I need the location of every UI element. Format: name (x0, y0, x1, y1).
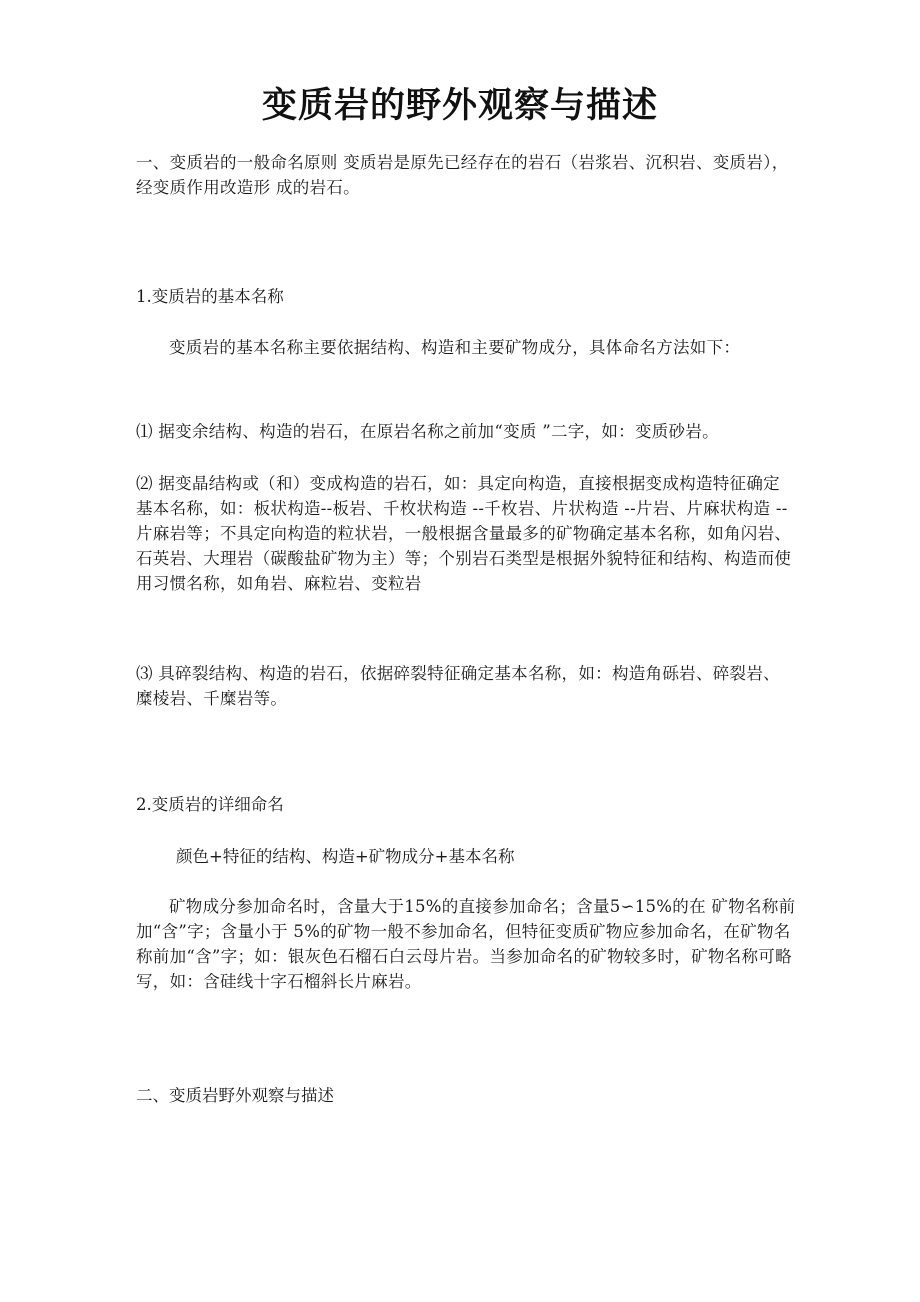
section-2-body: 矿物成分参加命名时，含量大于15%的直接参加命名；含量5∽15%的在 矿物名称前加“含”字；含量小于 5%的矿物一般不参加命名，但特征变质矿物应参加命名，在矿物名称前加“含”字；如：银灰色石榴石白云母片岩。当参加命名的矿物较多时，矿物名称可略写，如：含硅线十字石榴斜长片麻岩。 (136, 897, 796, 991)
section-1-lead: 变质岩的基本名称主要依据结构、构造和主要矿物成分，具体命名方法如下： (169, 338, 741, 357)
section-1-item-3: ⑶ 具碎裂结构、构造的岩石，依据碎裂特征确定基本名称，如：构造角砾岩、碎裂岩、糜棱岩、千糜岩等。 (136, 664, 780, 708)
section-2-heading: 2.变质岩的详细命名 (136, 795, 284, 814)
section-1-item-1: ⑴ 据变余结构、构造的岩石，在原岩名称之前加“变质 ”二字，如：变质砂岩。 (136, 422, 719, 441)
intro-paragraph: 一、变质岩的一般命名原则 变质岩是原先已经存在的岩石（岩浆岩、沉积岩、变质岩），经变质作用改造形 成的岩石。 (136, 153, 789, 197)
section-1-heading: 1.变质岩的基本名称 (136, 287, 284, 306)
section-2-formula: 颜色+特征的结构、构造+矿物成分+基本名称 (176, 847, 515, 866)
section-1-item-2: ⑵ 据变晶结构或（和）变成构造的岩石，如：具定向构造，直接根据变成构造特征确定基本名称，如：板状构造--板岩、千枚状构造 --千枚岩、片状构造 --片岩、片麻状构造 --片麻岩等；不具定向构造的粒状岩，一般根据含量最多的矿物确定基本名称，如角闪岩、石英岩、大理岩（碳酸盐矿物为主）等；个别岩石类型是根据外貌特征和结构、构造而使用习惯名称，如角岩、麻粒岩、变粒岩 (136, 474, 792, 593)
section-3-heading: 二、变质岩野外观察与描述 (136, 1086, 334, 1105)
document-title: 变质岩的野外观察与描述 (261, 85, 658, 126)
